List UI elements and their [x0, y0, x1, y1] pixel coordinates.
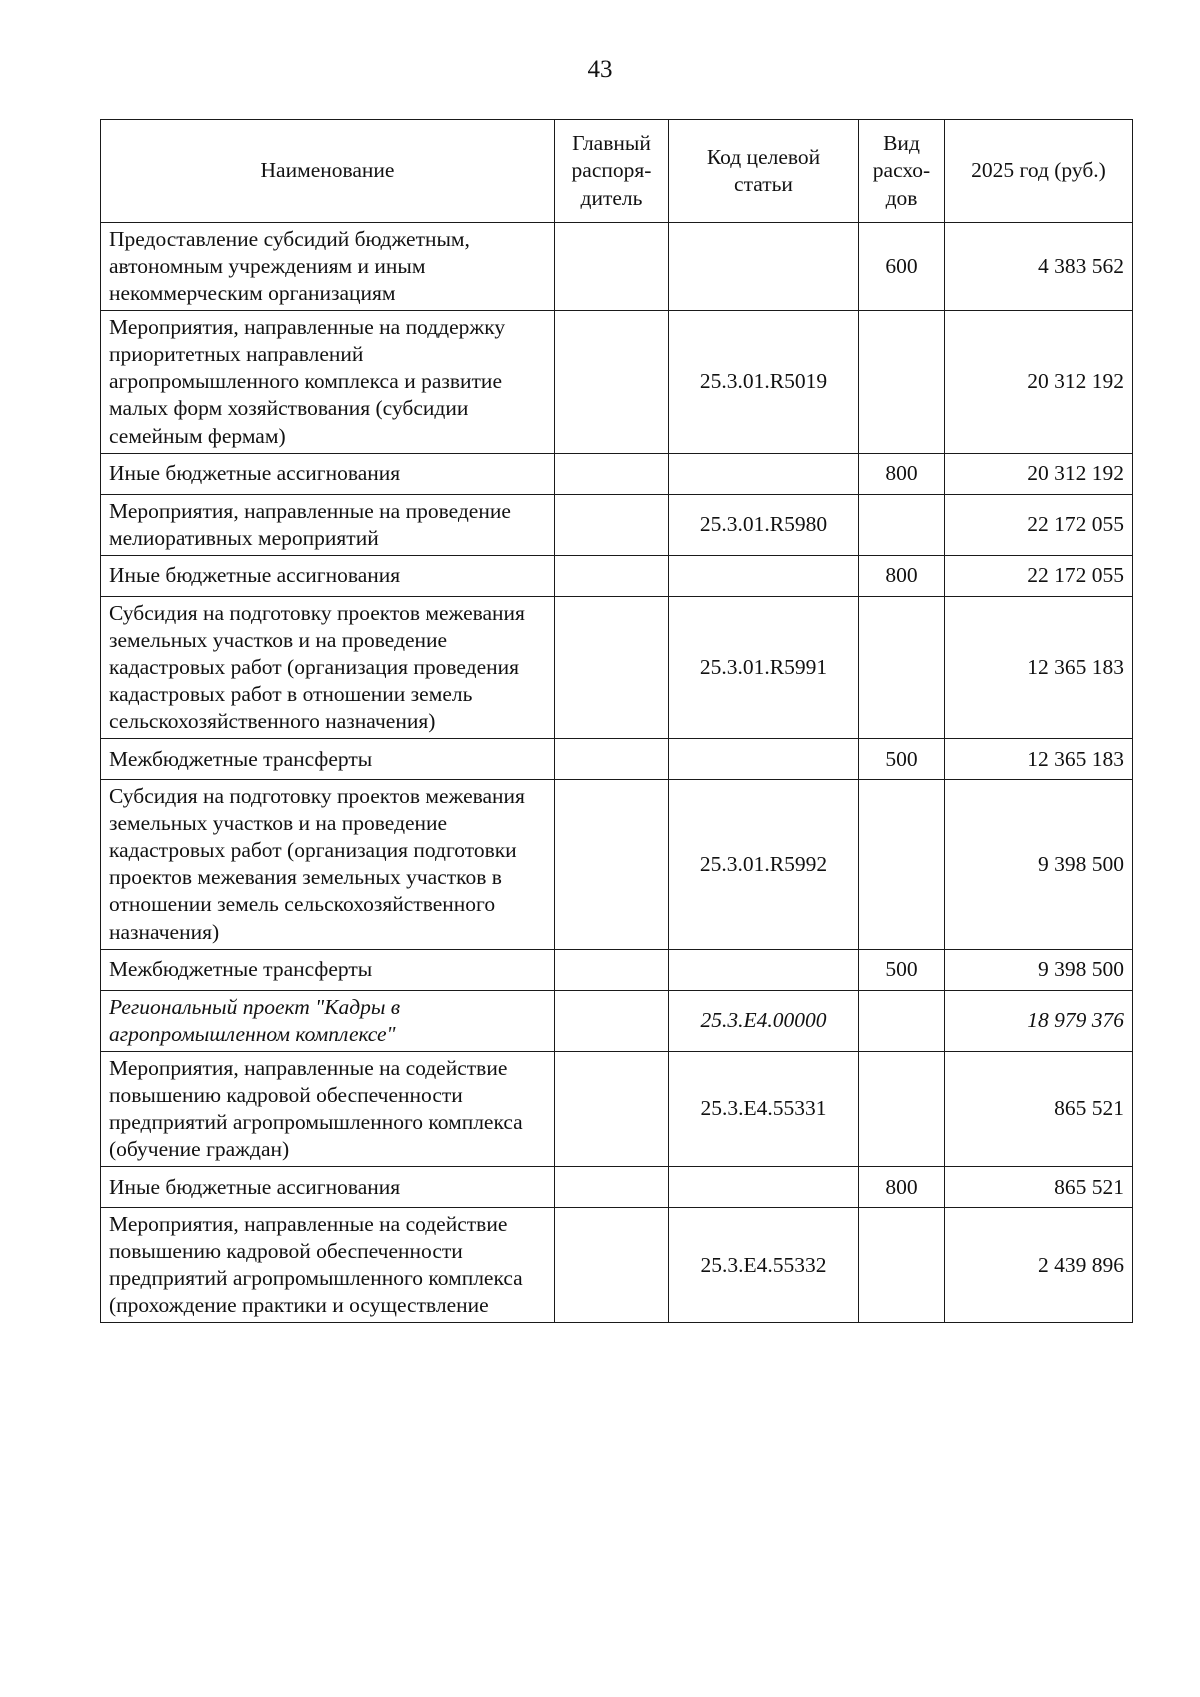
- row-code: [669, 555, 859, 596]
- table-row: [101, 739, 1133, 780]
- row-name: Мероприятия, направленные на поддержку приоритетных направлений агропромышленного комплекса и развитие малых форм хозяйствования (субсидии семейным фермам): [101, 311, 555, 453]
- table-row: [101, 1051, 1133, 1166]
- row-manager: [555, 949, 669, 990]
- row-code: 25.3.01.R5019: [669, 311, 859, 453]
- row-manager: [555, 494, 669, 555]
- row-manager: [555, 780, 669, 949]
- table-row: [101, 596, 1133, 738]
- row-amount: 18 979 376: [945, 990, 1133, 1051]
- row-manager: [555, 223, 669, 311]
- row-code: [669, 949, 859, 990]
- row-code: 25.3.01.R5991: [669, 596, 859, 738]
- header-expense-type: Вид расхо-дов: [859, 120, 945, 223]
- row-name: Предоставление субсидий бюджетным, автономным учреждениям и иным некоммерческим организациям: [101, 223, 555, 311]
- row-expense-type: [859, 990, 945, 1051]
- row-name: Субсидия на подготовку проектов межевания земельных участков и на проведение кадастровых работ (организация проведения кадастровых работ в отношении земель сельскохозяйственного назначения): [101, 596, 555, 738]
- row-manager: [555, 453, 669, 494]
- header-main-manager: Главный распоря-дитель: [555, 120, 669, 223]
- row-expense-type: 500: [859, 949, 945, 990]
- row-manager: [555, 1051, 669, 1166]
- row-manager: [555, 1167, 669, 1208]
- row-manager: [555, 739, 669, 780]
- row-code: 25.3.01.R5980: [669, 494, 859, 555]
- row-name: Мероприятия, направленные на содействие повышению кадровой обеспеченности предприятий агропромышленного комплекса (прохождение практики и осуществление: [101, 1208, 555, 1323]
- row-name: Иные бюджетные ассигнования: [101, 453, 555, 494]
- row-amount: 865 521: [945, 1167, 1133, 1208]
- row-manager: [555, 311, 669, 453]
- header-target-code: Код целевой статьи: [669, 120, 859, 223]
- row-name: Субсидия на подготовку проектов межевания земельных участков и на проведение кадастровых работ (организация подготовки проектов межевания земельных участков в отношении земель сельскохозяйственного назначения): [101, 780, 555, 949]
- table-row: [101, 1167, 1133, 1208]
- row-manager: [555, 1208, 669, 1323]
- row-name: Региональный проект "Кадры в агропромышленном комплексе": [101, 990, 555, 1051]
- table-row-project: [101, 990, 1133, 1051]
- row-amount: 9 398 500: [945, 780, 1133, 949]
- row-expense-type: 600: [859, 223, 945, 311]
- row-expense-type: [859, 780, 945, 949]
- row-manager: [555, 990, 669, 1051]
- row-amount: 20 312 192: [945, 311, 1133, 453]
- row-expense-type: [859, 596, 945, 738]
- table-row: [101, 555, 1133, 596]
- row-expense-type: 500: [859, 739, 945, 780]
- table-row: [101, 949, 1133, 990]
- row-amount: 22 172 055: [945, 555, 1133, 596]
- row-amount: 20 312 192: [945, 453, 1133, 494]
- row-amount: 865 521: [945, 1051, 1133, 1166]
- row-code: [669, 223, 859, 311]
- row-code: 25.3.E4.55332: [669, 1208, 859, 1323]
- row-code: [669, 1167, 859, 1208]
- row-name: Мероприятия, направленные на содействие повышению кадровой обеспеченности предприятий агропромышленного комплекса (обучение граждан): [101, 1051, 555, 1166]
- row-expense-type: [859, 311, 945, 453]
- row-name: Мероприятия, направленные на проведение мелиоративных мероприятий: [101, 494, 555, 555]
- row-expense-type: [859, 1051, 945, 1166]
- row-expense-type: 800: [859, 1167, 945, 1208]
- table-row: [101, 1208, 1133, 1323]
- row-code: 25.3.E4.55331: [669, 1051, 859, 1166]
- table-row: [101, 780, 1133, 949]
- table-header-row: [101, 120, 1133, 223]
- budget-table: [100, 119, 1133, 1323]
- row-name: Межбюджетные трансферты: [101, 739, 555, 780]
- header-name: Наименование: [101, 120, 555, 223]
- row-amount: 12 365 183: [945, 596, 1133, 738]
- row-expense-type: 800: [859, 555, 945, 596]
- row-expense-type: 800: [859, 453, 945, 494]
- row-expense-type: [859, 494, 945, 555]
- row-amount: 22 172 055: [945, 494, 1133, 555]
- table-row: [101, 223, 1133, 311]
- row-amount: 4 383 562: [945, 223, 1133, 311]
- row-amount: 9 398 500: [945, 949, 1133, 990]
- row-name: Иные бюджетные ассигнования: [101, 1167, 555, 1208]
- row-code: [669, 453, 859, 494]
- row-amount: 2 439 896: [945, 1208, 1133, 1323]
- header-year-2025: 2025 год (руб.): [945, 120, 1133, 223]
- row-manager: [555, 555, 669, 596]
- page-number: 43: [587, 56, 613, 83]
- row-amount: 12 365 183: [945, 739, 1133, 780]
- table-row: [101, 494, 1133, 555]
- row-code: [669, 739, 859, 780]
- row-code: 25.3.01.R5992: [669, 780, 859, 949]
- row-name: Межбюджетные трансферты: [101, 949, 555, 990]
- table-row: [101, 311, 1133, 453]
- row-code: 25.3.E4.00000: [669, 990, 859, 1051]
- row-expense-type: [859, 1208, 945, 1323]
- table-row: [101, 453, 1133, 494]
- row-name: Иные бюджетные ассигнования: [101, 555, 555, 596]
- row-manager: [555, 596, 669, 738]
